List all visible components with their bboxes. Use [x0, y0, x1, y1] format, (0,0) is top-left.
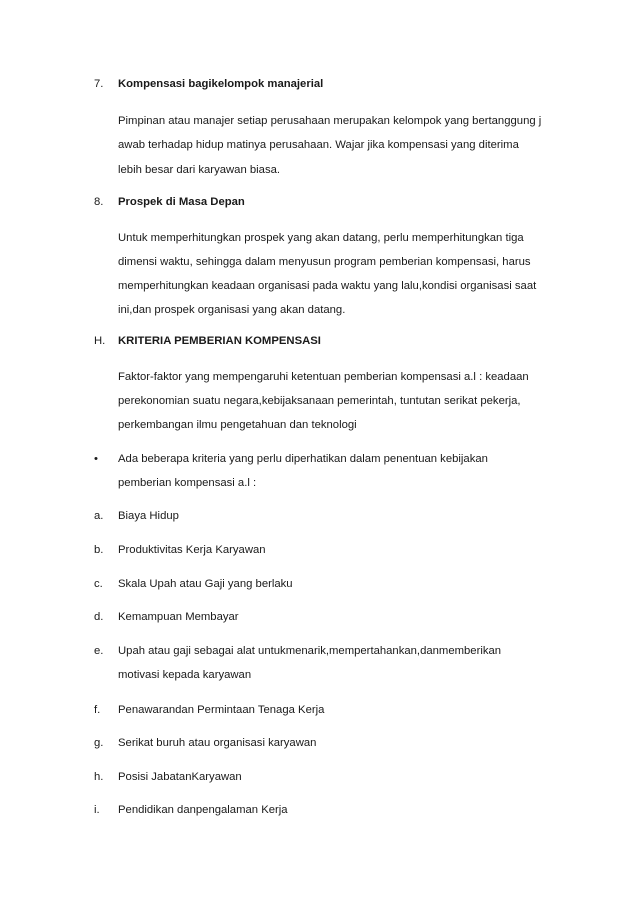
bullet-line-2: pemberian kompensasi a.l :: [118, 477, 257, 489]
bullet-marker: •: [94, 453, 98, 465]
section-8-line-3: memperhitungkan keadaan organisasi pada waktu yang lalu,kondisi organisasi saat: [118, 280, 537, 292]
criteria-text: Biaya Hidup: [118, 510, 179, 522]
criteria-marker: d.: [94, 611, 104, 623]
criteria-text: Pendidikan danpengalaman Kerja: [118, 804, 288, 816]
criteria-text: Upah atau gaji sebagai alat untukmenarik,mempertahankan,danmemberikan: [118, 645, 502, 657]
section-8-line-2: dimensi waktu, sehingga dalam menyusun program pemberian kompensasi, harus: [118, 256, 531, 268]
section-7-number: 7.: [94, 78, 104, 90]
section-7-line-1: Pimpinan atau manajer setiap perusahaan merupakan kelompok yang bertanggung j: [118, 115, 542, 127]
criteria-text: Serikat buruh atau organisasi karyawan: [118, 737, 317, 749]
section-8-number: 8.: [94, 196, 104, 208]
section-h-line-3: perkembangan ilmu pengetahuan dan teknologi: [118, 419, 357, 431]
criteria-marker: i.: [94, 804, 100, 816]
section-h-line-1: Faktor-faktor yang mempengaruhi ketentuan pemberian kompensasi a.l : keadaan: [118, 371, 529, 383]
section-8-line-1: Untuk memperhitungkan prospek yang akan datang, perlu memperhitungkan tiga: [118, 232, 524, 244]
criteria-marker: e.: [94, 645, 104, 657]
bullet-line-1: Ada beberapa kriteria yang perlu diperhatikan dalam penentuan kebijakan: [118, 453, 488, 465]
section-8-title: Prospek di Masa Depan: [118, 196, 245, 208]
section-7-line-2: awab terhadap hidup matinya perusahaan. Wajar jika kompensasi yang diterima: [118, 139, 519, 151]
criteria-marker: a.: [94, 510, 104, 522]
criteria-text: Skala Upah atau Gaji yang berlaku: [118, 578, 293, 590]
section-7-title: Kompensasi bagikelompok manajerial: [118, 78, 324, 90]
criteria-text: Produktivitas Kerja Karyawan: [118, 544, 266, 556]
criteria-marker: b.: [94, 544, 104, 556]
criteria-text: Penawarandan Permintaan Tenaga Kerja: [118, 704, 325, 716]
criteria-text: Kemampuan Membayar: [118, 611, 239, 623]
criteria-marker: h.: [94, 771, 104, 783]
section-h-number: H.: [94, 335, 106, 347]
criteria-marker: f.: [94, 704, 101, 716]
section-7-line-3: lebih besar dari karyawan biasa.: [118, 164, 281, 176]
criteria-item-e-line-2: motivasi kepada karyawan: [118, 669, 252, 681]
criteria-marker: c.: [94, 578, 103, 590]
section-h-title: KRITERIA PEMBERIAN KOMPENSASI: [118, 335, 321, 347]
section-h-line-2: perekonomian suatu negara,kebijaksanaan pemerintah, tuntutan serikat pekerja,: [118, 395, 521, 407]
criteria-text: Posisi JabatanKaryawan: [118, 771, 242, 783]
criteria-marker: g.: [94, 737, 104, 749]
section-8-line-4: ini,dan prospek organisasi yang akan datang.: [118, 304, 346, 316]
